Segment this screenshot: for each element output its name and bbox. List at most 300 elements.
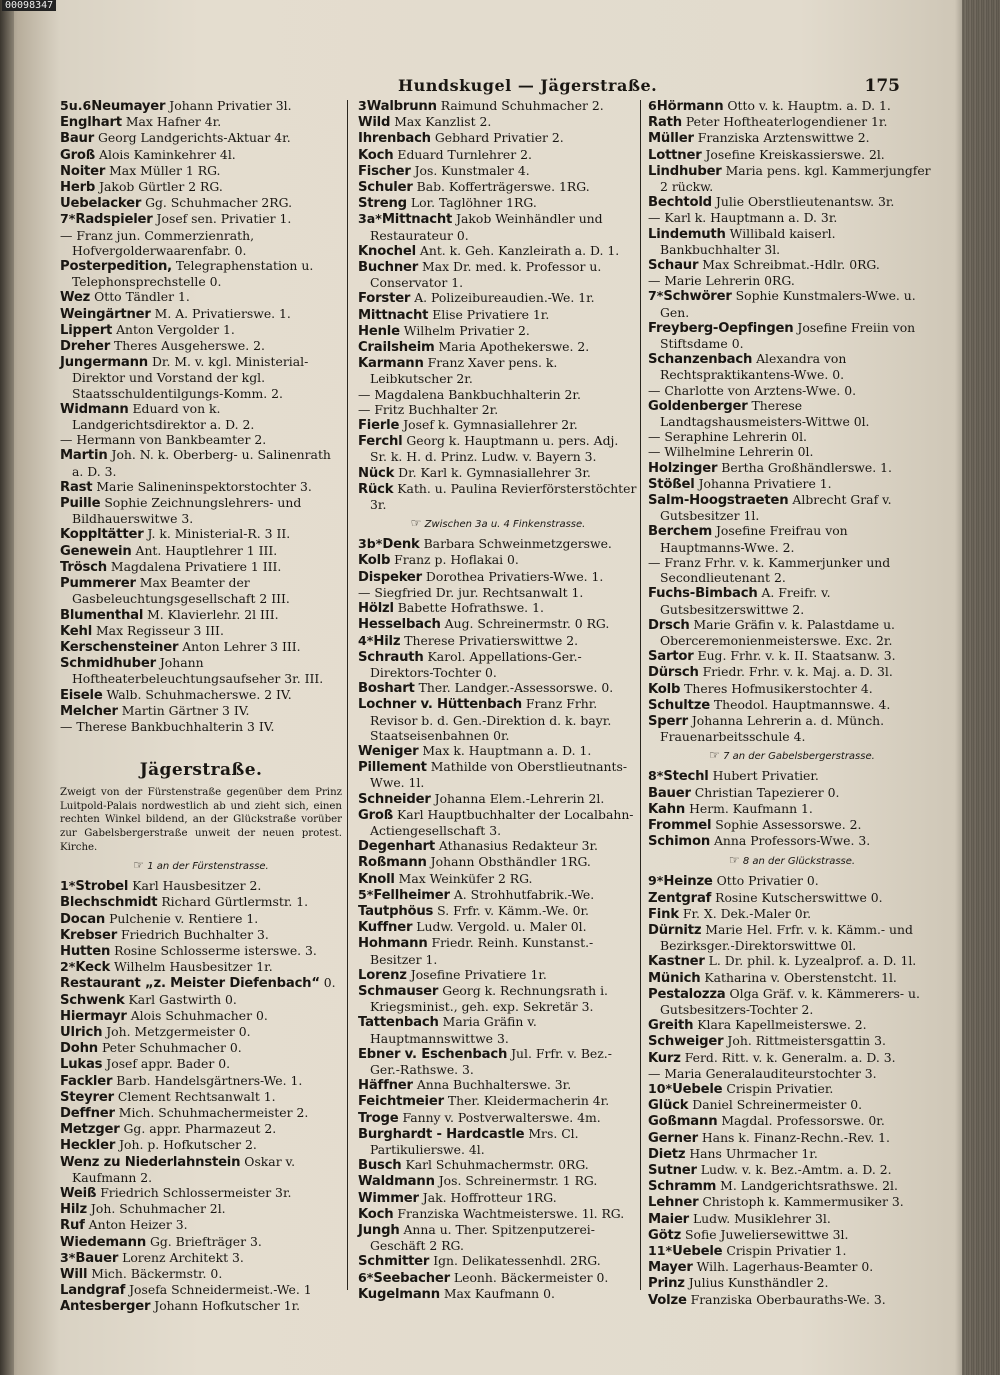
directory-entry [358,680,638,696]
directory-entry [358,935,638,966]
house-number: 7* [648,288,664,304]
directory-entry [358,290,638,306]
resident-name: Schneider [358,791,431,807]
directory-entry [648,953,936,969]
house-number: 7* [60,211,76,227]
directory-entry [358,417,638,433]
resident-name: Degenhart [358,839,435,855]
resident-details: Karl Hauptbuchhalter der Localbahn-Actiengesellschaft 3. [370,806,634,838]
resident-details: Jakob Weinhändler und Restaurateur 0. [370,211,603,243]
directory-entry [358,339,638,355]
resident-details: Babette Hofrathswe. 1. [397,600,544,616]
resident-details: Alois Kaminkehrer 4l. [99,146,236,162]
resident-name: Gerner [648,1130,698,1146]
column-3 [648,98,936,1308]
resident-details: Ant. Hauptlehrer 1 III. [135,542,278,558]
resident-name: Kuffner [358,920,413,936]
resident-name: Fierle [358,418,400,434]
directory-entry [60,623,342,639]
directory-entry [358,1253,638,1269]
resident-details: Peter Schuhmacher 0. [101,1040,242,1056]
resident-details: Joh. Schuhmacher 2l. [90,1201,226,1217]
directory-entry [648,801,936,817]
resident-name: Noiter [60,163,106,179]
directory-entry [60,147,342,163]
resident-name: Götz [648,1227,682,1243]
directory-entry [60,1282,342,1298]
directory-entry [358,1093,638,1109]
entry-list [60,98,342,734]
directory-entry [60,447,342,478]
resident-details: Oskar v. Kaufmann 2. [72,1153,296,1185]
directory-entry [648,890,936,906]
resident-details: Theres Hofmusikerstochter 4. [684,680,873,696]
directory-entry [358,838,638,854]
directory-entry [358,536,638,552]
directory-entry [358,983,638,1014]
directory-entry [60,975,342,991]
directory-entry [648,163,936,194]
directory-entry [60,1024,342,1040]
directory-entry [358,854,638,870]
resident-name: Salm-Hoogstraeten [648,493,789,509]
resident-name: Posterpedition, [60,259,172,275]
directory-entry [648,194,936,210]
street-note [648,853,936,869]
directory-entry [648,226,936,257]
resident-details: S. Frfr. v. Kämm.-We. 0r. [437,902,589,918]
resident-name: Puille [60,496,101,512]
directory-entry [60,1056,342,1072]
house-number: 3 [358,98,367,113]
resident-name: Feichtmeier [358,1094,444,1110]
resident-name: Ulrich [60,1024,103,1040]
directory-entry [358,147,638,163]
resident-name: Nück [358,465,395,481]
resident-name: Freyberg-Oepfingen [648,320,794,336]
resident-name: Fink [648,906,679,922]
resident-details: Barbara Schweinmetzgerswe. [423,536,612,552]
directory-entry [648,986,936,1017]
resident-name: Docan [60,911,106,927]
resident-details: Pulchenie v. Rentiere 1. [109,910,259,926]
resident-name: Schmidhuber [60,656,156,672]
resident-details: Sophie Assessorswe. 2. [715,816,862,832]
resident-details: Josefine Freifrau von Hauptmanns-Wwe. 2. [660,523,848,555]
directory-entry [648,320,936,351]
resident-details: Johann Hofkutscher 1r. [154,1298,301,1314]
directory-entry [358,871,638,887]
resident-details: Friedr. Reinh. Kunstanst.-Besitzer 1. [370,935,594,967]
resident-details: M. A. Privatierswe. 1. [154,305,291,321]
directory-entry [648,476,936,492]
resident-details: Jul. Frfr. v. Bez.-Ger.-Rathswe. 3. [370,1045,612,1077]
resident-details: Sofie Juweliersewittwe 3l. [685,1226,849,1242]
directory-entry [60,927,342,943]
resident-name: Neumayer [91,99,166,114]
resident-details: Franziska Wachtmeisterswe. 1l. RG. [397,1205,625,1221]
resident-name: Häffner [358,1078,413,1094]
resident-details: Jos. Schreinermstr. 1 RG. [438,1173,598,1189]
directory-entry [358,1190,638,1206]
directory-entry [60,432,342,447]
directory-entry [648,1017,936,1033]
directory-entry [648,785,936,801]
section-description: Zweigt von der Fürstenstraße gegenüber dem Prinz Luitpold-Palais nordwestlich ab und zieht sich, einen rechten Winkel bildend, an der Glückstraße vorüber zur Gabelsbergerstraße unweit der neuen protest. Kirche. [60,787,342,853]
directory-entry [648,429,936,444]
resident-details: — Maria Generalauditeurstochter 3. [648,1065,877,1081]
resident-details: Max Schreibmat.-Hdlr. 0RG. [702,257,880,273]
entry-list [60,878,342,1314]
resident-name: Frommel [648,817,712,833]
resident-details: Therese Privatierswittwe 2. [404,632,579,648]
resident-name: Berchem [648,524,712,540]
directory-entry [648,833,936,849]
resident-name: Münich [648,970,701,986]
directory-entry [60,1298,342,1314]
resident-name: Wez [60,290,91,306]
resident-name: Kurz [648,1050,681,1066]
resident-name: Dispeker [358,569,422,585]
resident-name: Waldmann [358,1174,435,1190]
resident-details: Lorenz Architekt 3. [122,1249,244,1265]
resident-details: — Marie Lehrerin 0RG. [648,273,795,289]
resident-name: Schramm [648,1179,717,1195]
resident-details: Josef sen. Privatier 1. [156,211,292,227]
directory-entry [60,130,342,146]
resident-details: Anna Buchhalterswe. 3r. [416,1077,572,1093]
house-number: 3a* [358,211,382,227]
resident-details: Telegraphenstation u. Telephonsprechstelle 0. [72,258,314,290]
resident-details: Max Kanzlist 2. [394,114,492,130]
directory-entry [648,970,936,986]
directory-entry [648,444,936,459]
directory-entry [358,569,638,585]
house-number: 11* [648,1243,673,1259]
resident-details: Max Kaufmann 0. [443,1285,555,1301]
directory-entry [358,259,638,290]
directory-entry [358,919,638,935]
resident-details: — Therese Bankbuchhalterin 3 IV. [60,718,275,734]
book-gutter [0,0,14,1375]
resident-details: Jakob Gürtler 2 RG. [99,179,223,195]
resident-name: Buchner [358,260,419,276]
resident-details: Karl Gastwirth 0. [128,991,237,1007]
resident-details: Karl Schuhmachermstr. 0RG. [405,1157,589,1173]
directory-entry [358,791,638,807]
directory-entry [648,922,936,953]
resident-details: Richard Gürtlermstr. 1. [161,894,309,910]
resident-name: Boshart [358,681,415,697]
resident-name: Steyrer [60,1089,114,1105]
resident-name: Streng [358,196,407,212]
directory-entry [358,887,638,903]
resident-name: Stößel [648,476,695,492]
resident-details: Albrecht Graf v. Gutsbesitzer 1l. [660,492,892,524]
resident-name: Rück [358,481,394,497]
directory-entry [648,1292,936,1308]
directory-entry [358,387,638,402]
resident-name: Drsch [648,617,690,633]
directory-entry [358,967,638,983]
resident-name: Maier [648,1211,689,1227]
resident-details: Marie Gräfin v. k. Palastdame u. Oberceremonienmeisterswe. Exc. 2r. [660,616,895,648]
resident-details: Barb. Handelsgärtners-We. 1. [116,1072,303,1088]
directory-entry [648,288,936,319]
page-header [370,74,930,100]
directory-entry [358,163,638,179]
resident-details: Peter Hoftheaterlogendiener 1r. [685,114,888,130]
directory-entry [648,1211,936,1227]
resident-name: Schmitter [358,1254,430,1270]
directory-entry [648,383,936,398]
resident-details: 0. [323,975,336,991]
column-rule [640,100,641,1290]
resident-details: Josefine Privatiere 1r. [410,966,547,982]
resident-name: Martin [60,448,108,464]
resident-name: Baur [60,131,95,147]
resident-name: Hölzl [358,601,394,617]
resident-details: Dr. Karl k. Gymnasiallehrer 3r. [398,464,591,480]
resident-details: — Siegfried Dr. jur. Rechtsanwalt 1. [358,584,584,600]
directory-entry [358,1270,638,1286]
resident-details: Mich. Bäckermstr. 0. [91,1265,223,1281]
resident-name: Sperr [648,713,688,729]
resident-details: Otto v. k. Hauptm. a. D. 1. [727,98,891,113]
resident-name: Melcher [60,703,118,719]
resident-details: Eduard von k. Landgerichtsdirektor a. D. 2. [72,400,255,433]
resident-details: Magdal. Professorswe. 0r. [721,1113,885,1129]
directory-entry [358,1014,638,1045]
directory-entry [60,703,342,719]
resident-details: Johanna Privatiere 1. [698,475,832,491]
resident-name: Busch [358,1158,402,1174]
directory-entry [60,114,342,130]
resident-name: Schultze [648,697,710,713]
resident-name: Schanzenbach [648,352,753,368]
resident-name: Forster [358,291,411,307]
house-number: 3b* [358,536,383,552]
resident-details: Otto Tändler 1. [94,289,190,305]
entry-list [648,768,936,849]
resident-details: M. Klavierlehr. 2l III. [147,606,279,622]
resident-name: Lochner v. Hüttenbach [358,697,522,713]
directory-entry [648,210,936,225]
resident-details: Otto Privatier 0. [716,873,819,889]
resident-details: Max Beamter der Gasbeleuchtungsgesellschaft 2 III. [72,575,290,607]
resident-details: Anton Heizer 3. [88,1217,188,1233]
house-number: 9* [648,873,664,889]
resident-details: Max Müller 1 RG. [109,162,221,178]
resident-name: Eisele [60,687,103,703]
resident-details: Anna Professors-Wwe. 3. [713,833,871,849]
directory-entry [648,460,936,476]
resident-name: Will [60,1266,88,1282]
resident-details: Ludw. v. k. Bez.-Amtm. a. D. 2. [700,1162,892,1177]
directory-entry [60,289,342,305]
resident-details: Georg k. Rechnungsrath i. Kriegsminist., geh. exp. Sekretär 3. [370,982,608,1015]
column-2 [358,98,638,1302]
resident-details: Max Regisseur 3 III. [96,622,224,638]
resident-details: Wilhelm Hausbesitzer 1r. [114,959,273,975]
directory-entry [358,552,638,568]
resident-name: Knochel [358,243,416,259]
directory-entry [358,481,638,512]
resident-name: Sutner [648,1163,697,1178]
directory-entry [60,655,342,686]
resident-details: — Magdalena Bankbuchhalterin 2r. [358,386,581,402]
resident-name: Groß [358,807,394,823]
directory-entry [60,543,342,559]
directory-entry [60,1234,342,1250]
directory-entry [60,719,342,734]
resident-details: — Wilhelmine Lehrerin 0l. [648,444,814,460]
resident-name: Deffner [60,1105,115,1121]
resident-details: Friedr. Frhr. v. k. Maj. a. D. 3l. [702,664,893,680]
resident-details: Eduard Turnlehrer 2. [397,146,532,162]
resident-details: Johanna Lehrerin a. d. Münch. Frauenarbeitsschule 4. [660,712,885,745]
resident-details: Max Hafner 4r. [125,114,222,130]
directory-entry [358,1157,638,1173]
resident-details: Olga Gräf. v. k. Kämmerers- u. Gutsbesitzers-Tochter 2. [660,985,920,1017]
resident-name: Heinze [663,874,713,890]
directory-entry [60,1137,342,1153]
directory-entry [60,607,342,623]
directory-entry [648,351,936,382]
resident-name: Dietz [648,1146,686,1162]
resident-name: Knoll [358,871,395,887]
resident-details: Johann Privatier 3l. [169,98,292,113]
directory-entry [358,807,638,838]
entry-list [358,98,638,512]
street-note-text: 8 an der Glückstrasse. [742,856,856,868]
resident-details: Theodol. Hauptmannswe. 4. [713,696,891,712]
resident-name: Uebelacker [60,196,142,212]
directory-entry [60,195,342,211]
directory-entry [60,992,342,1008]
resident-details: Dorothea Privatiers-Wwe. 1. [425,568,604,584]
resident-name: Rast [60,479,93,495]
directory-entry [648,1130,936,1146]
resident-name: Pillement [358,760,427,776]
resident-details: Therese Landtagshausmeisters-Wittwe 0l. [660,397,870,430]
street-note-text: 1 an der Fürstenstrasse. [147,861,269,873]
resident-details: Christian Tapezierer 0. [694,784,840,800]
resident-name: Mittnacht [381,212,453,228]
directory-entry [60,1040,342,1056]
column-1 [60,98,342,1315]
resident-details: Sophie Zeichnungslehrers- und Bildhauerswitwe 3. [72,495,302,527]
directory-entry [358,1077,638,1093]
resident-details: Katharina v. Oberstenstcht. 1l. [704,969,897,985]
resident-details: Ludw. Musiklehrer 3l. [692,1210,831,1226]
directory-entry [60,1250,342,1266]
resident-name: Koppltätter [60,527,144,543]
resident-details: Alexandra von Rechtspraktikantens-Wwe. 0. [660,351,847,383]
resident-name: Kahn [648,801,686,817]
resident-name: Englhart [60,115,122,131]
resident-name: Müller [648,131,694,147]
house-number: 5u.6 [60,98,92,113]
directory-entry [358,1126,638,1157]
resident-name: Fellheimer [373,887,450,903]
entry-list [358,536,638,1302]
resident-details: Maria pens. kgl. Kammerjungfer 2 rückw. [660,162,931,195]
resident-name: Koch [358,1206,394,1222]
resident-details: Daniel Schreinermeister 0. [692,1097,863,1113]
directory-entry [60,228,342,258]
directory-entry [60,211,342,227]
pointing-hand-icon: ☞ [728,853,740,868]
resident-details: Gg. Schuhmacher 2RG. [145,195,293,211]
resident-details: Mrs. Cl. Partikulierswe. 4l. [370,1125,579,1157]
directory-entry [358,355,638,386]
house-number: 6* [358,1269,374,1285]
resident-name: Wiedemann [60,1234,147,1250]
resident-details: Lor. Taglöhner 1RG. [410,195,537,211]
resident-details: Karol. Appellations-Ger.-Direktors-Tochter 0. [370,648,582,680]
resident-details: Anton Lehrer 3 III. [182,638,301,654]
directory-entry [60,338,342,354]
page-edges [962,0,1000,1375]
resident-details: Jak. Hoffrotteur 1RG. [422,1189,557,1205]
resident-name: Hilz [60,1202,87,1218]
resident-name: Bauer [75,1250,119,1266]
archive-code: 00098347 [2,0,56,11]
directory-entry [358,195,638,211]
resident-name: Jungermann [60,355,148,371]
resident-details: Josef appr. Bader 0. [106,1056,231,1072]
street-note-text: 7 an der Gabelsbergerstrasse. [723,751,875,763]
directory-entry [648,1146,936,1162]
resident-name: Strobel [75,879,129,895]
directory-entry [60,559,342,575]
resident-name: Seebacher [373,1270,450,1286]
directory-entry [60,1121,342,1137]
directory-entry [648,697,936,713]
resident-details: Hans k. Finanz-Rechn.-Rev. 1. [701,1129,890,1145]
directory-entry [648,906,936,922]
resident-name: Ihrenbach [358,131,431,147]
resident-details: Josefa Schneidermeist.-We. 1 [129,1282,312,1298]
resident-details: A. Polizeibureaudien.-We. 1r. [414,290,595,306]
resident-name: Lindhuber [648,163,722,179]
resident-details: Friedrich Schlossermeister 3r. [100,1184,292,1200]
resident-name: Hörmann [656,99,724,114]
resident-details: Martin Gärtner 3 IV. [121,702,250,718]
directory-entry [60,943,342,959]
resident-details: Franz Xaver pens. k. Leibkutscher 2r. [370,355,558,387]
resident-details: Crispin Privatier 1. [726,1243,847,1259]
resident-details: Marie Salineninspektorstochter 3. [96,478,312,494]
house-number: 4* [358,632,374,648]
directory-entry [648,492,936,523]
resident-name: Rath [648,115,682,131]
directory-entry [60,526,342,542]
resident-details: L. Dr. phil. k. Lyzealprof. a. D. 1l. [708,953,917,969]
resident-name: Greith [648,1018,694,1034]
directory-entry [648,1066,936,1081]
resident-name: Heckler [60,1138,116,1154]
resident-name: Weiß [60,1185,97,1201]
directory-entry [358,1110,638,1126]
house-number: 1* [60,878,76,894]
resident-details: Jos. Kunstmaler 4. [414,162,530,178]
directory-entry [358,323,638,339]
resident-details: Rosine Kutscherswittwe 0. [715,889,883,905]
resident-details: Mich. Schuhmachermeister 2. [118,1104,309,1120]
resident-details: — Franz jun. Commerzienrath, Hofvergolderwaarenfabr. 0. [60,227,255,258]
